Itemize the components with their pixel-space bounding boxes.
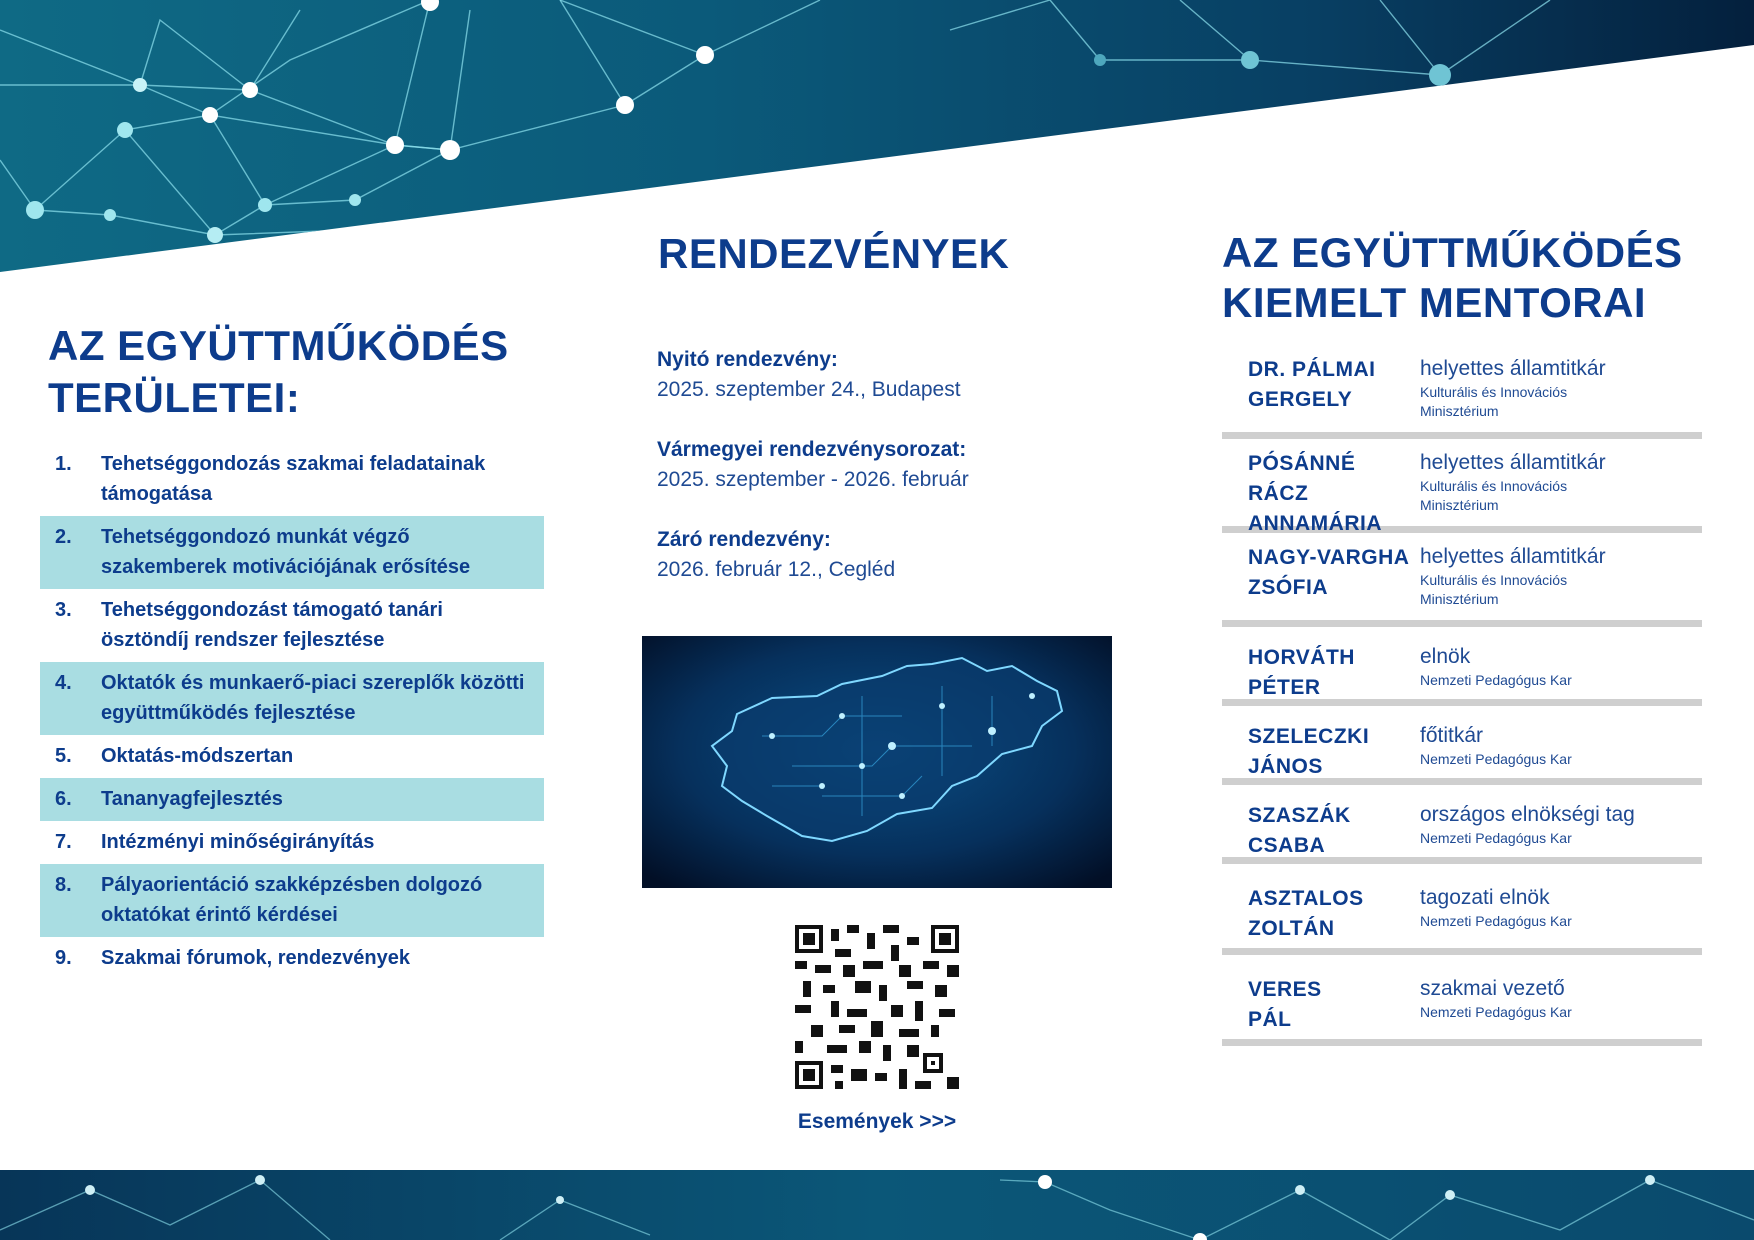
list-item bbox=[40, 864, 544, 937]
item-number: 7. bbox=[55, 831, 72, 853]
mentor-org-line2: Minisztérium bbox=[1420, 591, 1499, 607]
item-number: 5. bbox=[55, 745, 72, 767]
event-label: Záró rendezvény: bbox=[657, 528, 831, 551]
mentors-heading-line2: KIEMELT MENTORAI bbox=[1222, 279, 1647, 326]
mentor-org: Nemzeti Pedagógus Kar bbox=[1420, 913, 1572, 929]
event-date: 2025. szeptember 24., Budapest bbox=[657, 378, 961, 401]
mentor-name bbox=[1222, 643, 1420, 699]
mentor-name-line2: GERGELY bbox=[1248, 388, 1353, 411]
event-date: 2025. szeptember - 2026. február bbox=[657, 468, 969, 491]
event-label: Vármegyei rendezvénysorozat: bbox=[657, 438, 967, 461]
item-number: 8. bbox=[55, 874, 72, 896]
event-item bbox=[657, 345, 1077, 405]
mentor-row bbox=[1222, 785, 1702, 864]
mentor-name-line1: DR. PÁLMAI bbox=[1248, 358, 1376, 381]
mentor-row bbox=[1222, 439, 1702, 533]
item-number: 3. bbox=[55, 599, 72, 621]
mentor-title: helyettes államtitkár bbox=[1420, 545, 1606, 568]
event-item bbox=[657, 435, 1077, 495]
events-list bbox=[657, 345, 1077, 615]
mentor-name-line2: ZOLTÁN bbox=[1248, 917, 1335, 940]
mentor-name bbox=[1222, 449, 1420, 535]
mentor-row bbox=[1222, 355, 1702, 439]
mentor-row bbox=[1222, 955, 1702, 1046]
item-text: Tehetséggondozó munkát végző szakemberek motivációjának erősítése bbox=[101, 526, 471, 578]
item-text: Intézményi minőségirányítás bbox=[101, 831, 375, 853]
mentor-name bbox=[1222, 543, 1420, 620]
mentor-org: Kulturális és Innovációs bbox=[1420, 572, 1568, 588]
mentor-role bbox=[1420, 884, 1702, 948]
mentor-org: Kulturális és Innovációs bbox=[1420, 478, 1568, 494]
mentor-org: Nemzeti Pedagógus Kar bbox=[1420, 830, 1572, 846]
mentor-name bbox=[1222, 722, 1420, 778]
mentors-heading-line1: AZ EGYÜTTMŰKÖDÉS bbox=[1222, 229, 1683, 276]
list-item bbox=[40, 589, 544, 662]
item-text: Pályaorientáció szakképzésben dolgozó oktatókat érintő kérdései bbox=[101, 874, 483, 926]
mentor-role bbox=[1420, 975, 1702, 1039]
list-item bbox=[40, 662, 544, 735]
mentor-name-line1: SZELECZKI bbox=[1248, 725, 1370, 748]
list-item bbox=[40, 443, 544, 516]
mentor-title: országos elnökségi tag bbox=[1420, 803, 1635, 826]
mentor-name-line1: PÓSÁNNÉ RÁCZ bbox=[1248, 452, 1356, 505]
mentor-title: elnök bbox=[1420, 645, 1471, 668]
mentor-name-line1: SZASZÁK bbox=[1248, 804, 1351, 827]
qr-code[interactable] bbox=[795, 925, 959, 1089]
mentor-name-line2: PÁL bbox=[1248, 1008, 1292, 1031]
list-item bbox=[40, 821, 544, 864]
mentor-row bbox=[1222, 533, 1702, 627]
item-text: Szakmai fórumok, rendezvények bbox=[101, 947, 411, 969]
mentor-name-line1: ASZTALOS bbox=[1248, 887, 1364, 910]
item-text: Tananyagfejlesztés bbox=[101, 788, 283, 810]
mentor-name-line1: VERES bbox=[1248, 978, 1322, 1001]
areas-list bbox=[40, 443, 544, 980]
event-date: 2026. február 12., Cegléd bbox=[657, 558, 896, 581]
mentor-role bbox=[1420, 722, 1702, 778]
mentor-row bbox=[1222, 864, 1702, 955]
item-text: Tehetséggondozás szakmai feladatainak támogatása bbox=[101, 453, 486, 505]
mentor-name bbox=[1222, 801, 1420, 857]
list-item bbox=[40, 516, 544, 589]
mentor-name bbox=[1222, 975, 1420, 1039]
item-text: Oktatók és munkaerő-piaci szereplők közötti együttműködés fejlesztése bbox=[101, 672, 525, 724]
events-heading: RENDEZVÉNYEK bbox=[658, 230, 1010, 277]
mentor-org: Nemzeti Pedagógus Kar bbox=[1420, 1004, 1572, 1020]
item-number: 2. bbox=[55, 526, 72, 548]
mentor-role bbox=[1420, 449, 1702, 526]
areas-heading bbox=[48, 320, 568, 424]
mentors-heading bbox=[1222, 228, 1722, 328]
item-number: 1. bbox=[55, 453, 72, 475]
mentor-name-line1: HORVÁTH bbox=[1248, 646, 1355, 669]
item-number: 6. bbox=[55, 788, 72, 810]
mentor-name-line2: PÉTER bbox=[1248, 676, 1321, 699]
areas-heading-line2: TERÜLETEI: bbox=[48, 374, 301, 421]
mentor-title: főtitkár bbox=[1420, 724, 1484, 747]
mentor-role bbox=[1420, 643, 1702, 699]
item-text: Oktatás-módszertan bbox=[101, 745, 294, 767]
mentor-name bbox=[1222, 884, 1420, 948]
mentor-name-line2: JÁNOS bbox=[1248, 755, 1323, 778]
mentor-name-line2: ZSÓFIA bbox=[1248, 576, 1328, 599]
mentor-title: helyettes államtitkár bbox=[1420, 451, 1606, 474]
item-number: 9. bbox=[55, 947, 72, 969]
list-item bbox=[40, 735, 544, 778]
mentor-org-line2: Minisztérium bbox=[1420, 403, 1499, 419]
mentor-org: Nemzeti Pedagógus Kar bbox=[1420, 751, 1572, 767]
mentor-name-line2: CSABA bbox=[1248, 834, 1326, 857]
list-item bbox=[40, 937, 544, 980]
mentor-role bbox=[1420, 543, 1702, 620]
mentor-row bbox=[1222, 706, 1702, 785]
mentor-org: Nemzeti Pedagógus Kar bbox=[1420, 672, 1572, 688]
hungary-circuit-map-image bbox=[642, 636, 1112, 888]
mentor-role bbox=[1420, 801, 1702, 857]
item-number: 4. bbox=[55, 672, 72, 694]
network-banner-bottom bbox=[0, 1170, 1754, 1240]
mentors-list bbox=[1222, 355, 1702, 1046]
mentor-title: tagozati elnök bbox=[1420, 886, 1550, 909]
mentor-org: Kulturális és Innovációs bbox=[1420, 384, 1568, 400]
list-item bbox=[40, 778, 544, 821]
mentor-name-line2: ANNAMÁRIA bbox=[1248, 512, 1382, 535]
mentor-role bbox=[1420, 355, 1702, 432]
event-item bbox=[657, 525, 1077, 585]
mentor-row bbox=[1222, 627, 1702, 706]
mentor-title: szakmai vezető bbox=[1420, 977, 1565, 1000]
mentor-title: helyettes államtitkár bbox=[1420, 357, 1606, 380]
mentor-name-line1: NAGY-VARGHA bbox=[1248, 546, 1410, 569]
events-link[interactable]: Események >>> bbox=[797, 1110, 957, 1133]
mentor-org-line2: Minisztérium bbox=[1420, 497, 1499, 513]
item-text: Tehetséggondozást támogató tanári ösztöndíj rendszer fejlesztése bbox=[101, 599, 443, 651]
event-label: Nyitó rendezvény: bbox=[657, 348, 838, 371]
areas-heading-line1: AZ EGYÜTTMŰKÖDÉS bbox=[48, 322, 509, 369]
mentor-name bbox=[1222, 355, 1420, 432]
